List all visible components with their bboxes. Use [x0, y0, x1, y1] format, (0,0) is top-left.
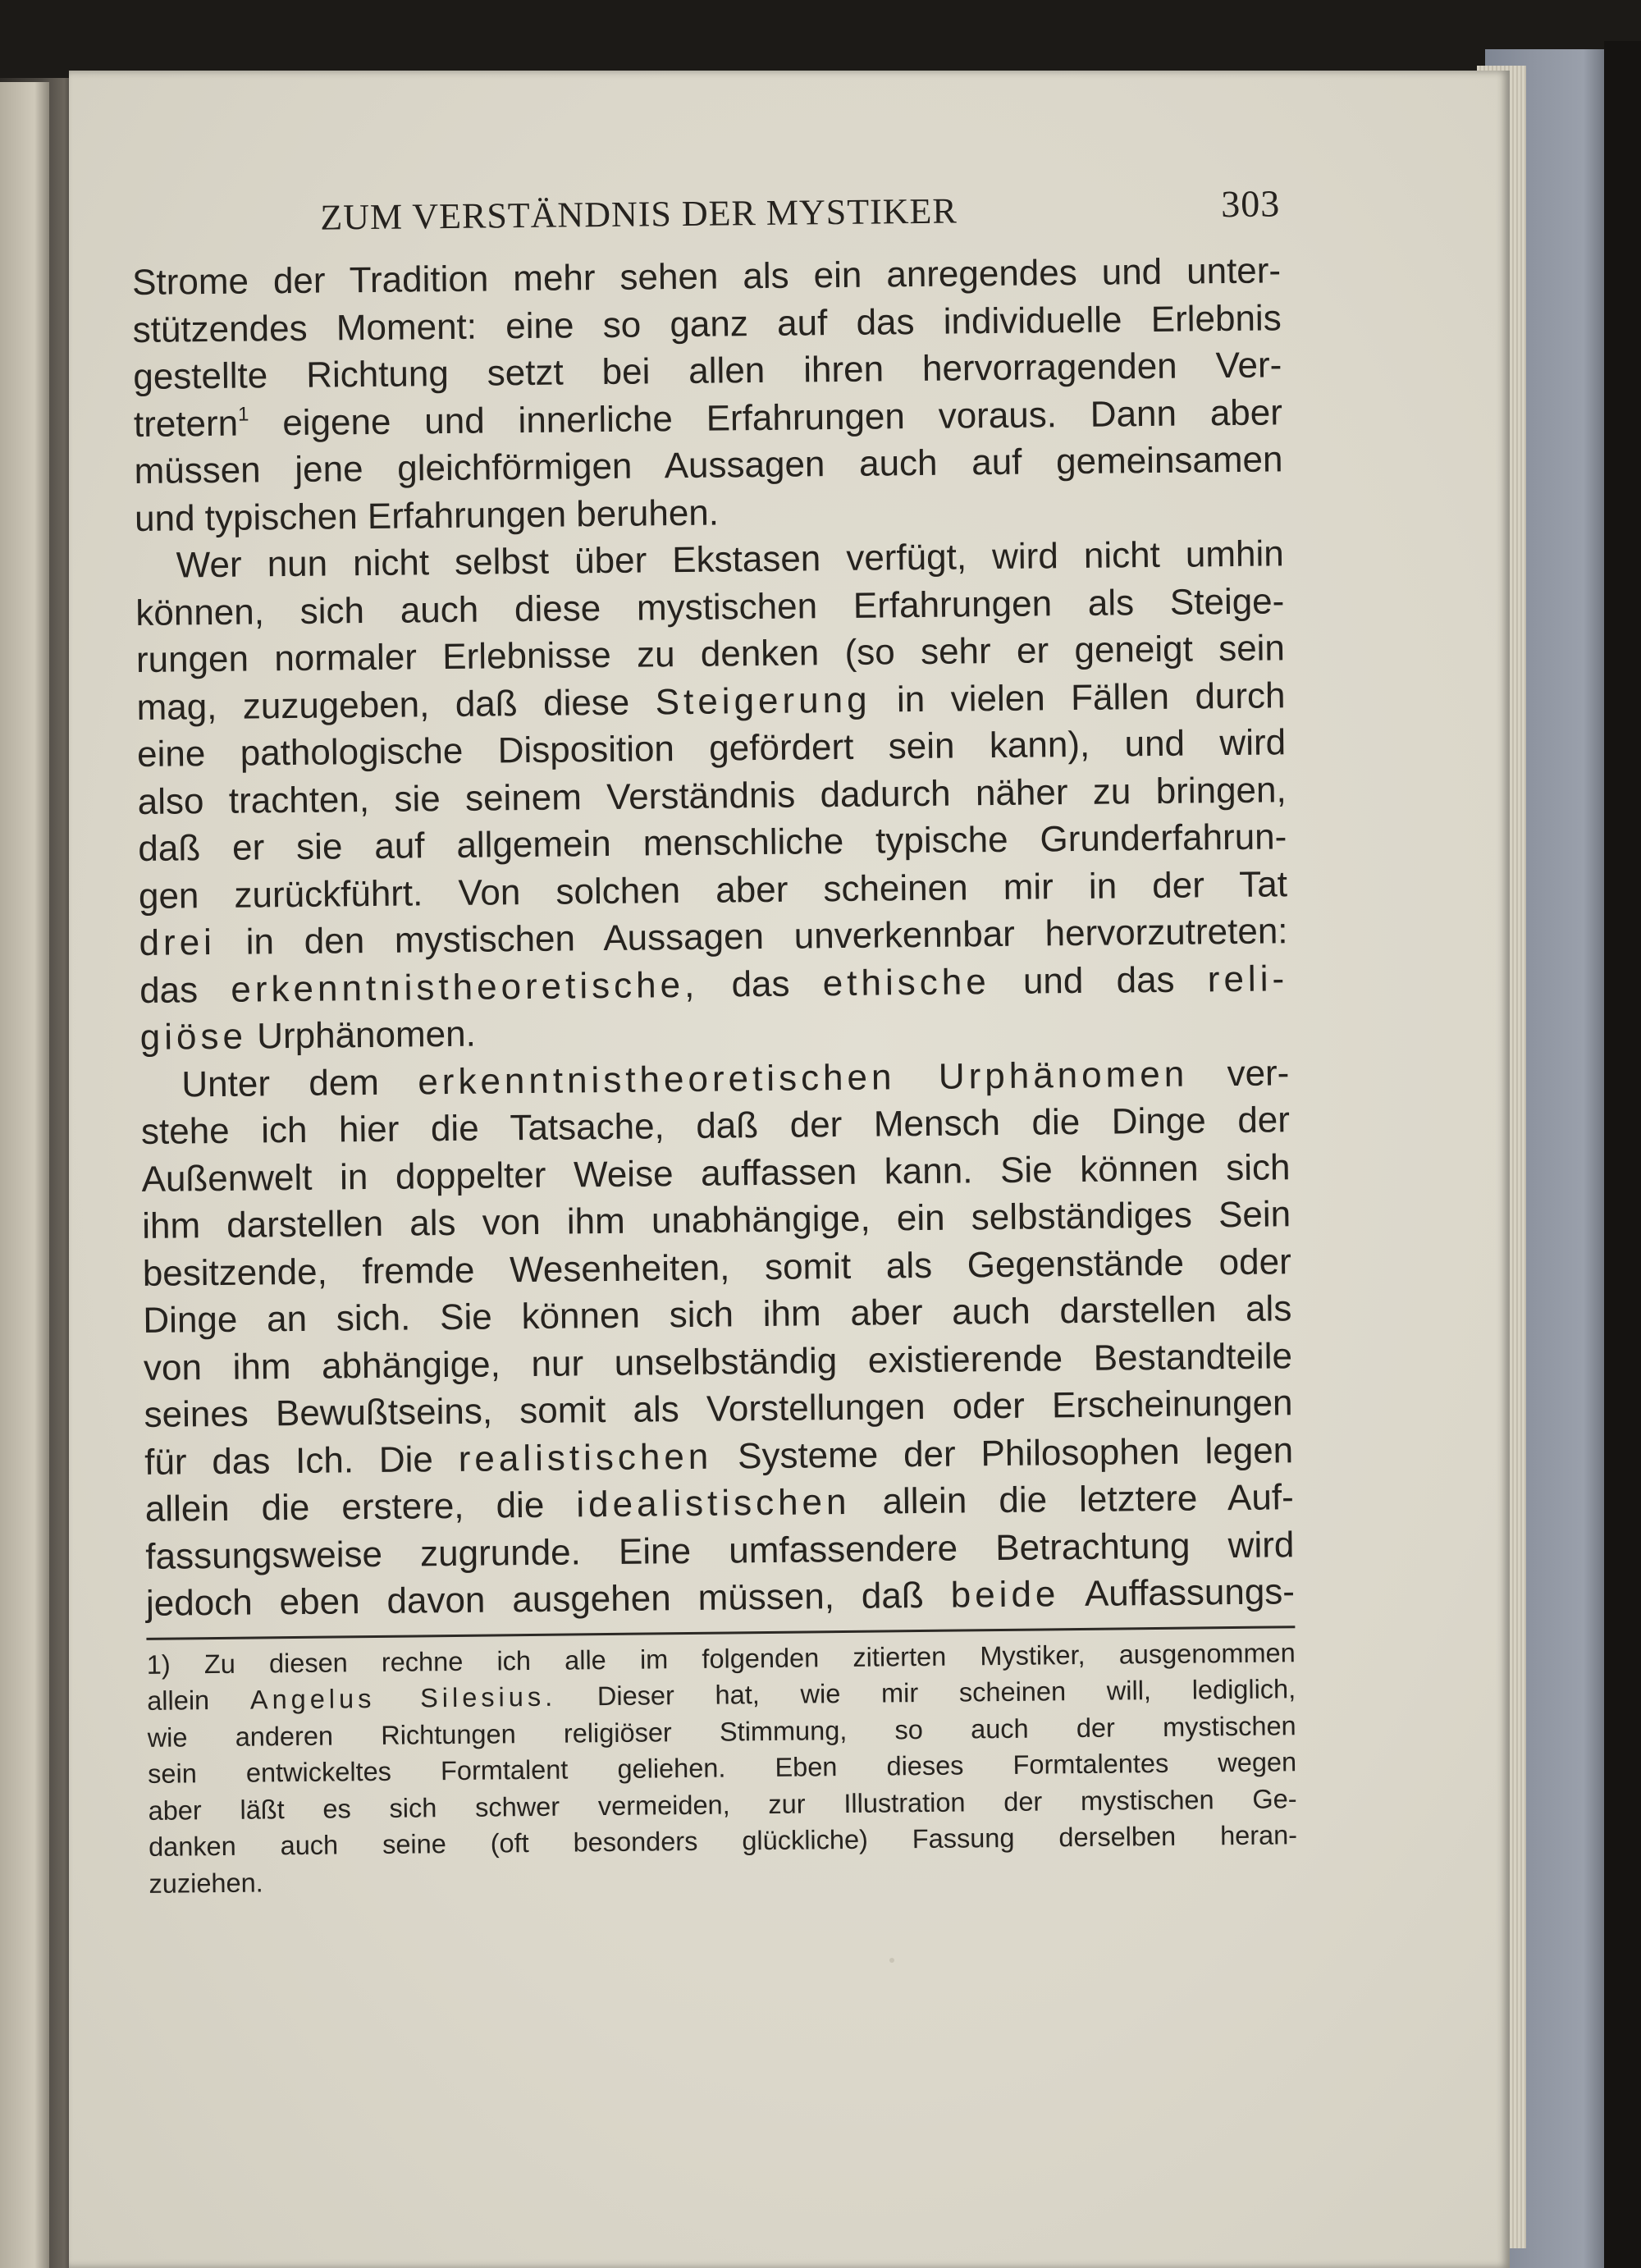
emphasis: erkenntnistheoretische, [231, 964, 699, 1010]
text-line: gen zurückführt. Von solchen aber scheinen mir in der Tat [138, 863, 1288, 917]
footnote-line: sein entwickeltes Formtalent geliehen. Eben dieses Formtalentes wegen [147, 1747, 1297, 1789]
emphasis: realistischen [458, 1436, 713, 1479]
left-page-edge [0, 82, 49, 2268]
text-segment: tretern [133, 403, 239, 445]
text-line: Außenwelt in doppelter Weise auffassen kann. Sie können sich [141, 1146, 1291, 1200]
text-line: ihm darstellen als von ihm unabhängige, ein selbständiges Sein [141, 1194, 1291, 1246]
text-line: daß er sie auf allgemein menschliche typische Grunderfahrun- [138, 816, 1287, 869]
text-segment: allein die erstere, die [144, 1484, 545, 1530]
footnote-line: aber läßt es sich schwer vermeiden, zur Illustration der mystischen Ge- [148, 1783, 1297, 1826]
emphasis: drei [139, 921, 217, 963]
emphasis: giöse [139, 1016, 248, 1058]
text-segment: Unter dem [181, 1062, 380, 1104]
right-cover-edge [1604, 41, 1641, 2268]
text-segment: das [139, 969, 199, 1011]
emphasis: beide [950, 1574, 1060, 1616]
emphasis: Angelus Silesius. [249, 1681, 557, 1715]
text-segment: eigene und innerliche Erfahrungen voraus. Dann aber [282, 391, 1283, 443]
footnote-line: danken auch seine (oft besonders glückliche) Fassung derselben heran- [148, 1820, 1298, 1862]
running-title: ZUM VERSTÄNDNIS DER MYSTIKER [320, 190, 958, 238]
text-line: also trachten, sie seinem Verständnis dadurch näher zu bringen, [137, 769, 1287, 822]
text-segment: allein die letztere Auf- [882, 1477, 1294, 1522]
text-line: stehe ich hier die Tatsache, daß der Mensch die Dinge der [140, 1100, 1291, 1152]
text-line: rungen normaler Erlebnisse zu denken (so sehr er geneigt sein [135, 628, 1286, 680]
emphasis: ethische [822, 961, 990, 1004]
text-line: seines Bewußtseins, somit als Vorstellungen oder Erscheinungen [144, 1383, 1293, 1435]
emphasis: Steigerung [655, 679, 871, 722]
text-segment: für das Ich. Die [144, 1438, 434, 1483]
text-segment: das [731, 963, 790, 1004]
footnote [147, 1635, 1298, 1902]
text-segment: Dieser hat, wie mir scheinen will, lediglich, [597, 1674, 1296, 1712]
text-segment: und das [1022, 959, 1175, 1002]
text-segment: mag, zuzugeben, daß diese [136, 682, 630, 728]
paragraph-3 [140, 1049, 1295, 1628]
text-line: müssen jene gleichförmigen Aussagen auch auf gemeinsamen [134, 439, 1283, 492]
text-segment: Systeme der Philosophen legen [737, 1429, 1294, 1476]
body-text [132, 247, 1295, 1627]
running-head [131, 181, 1281, 251]
text-line: besitzende, fremde Wesenheiten, somit als Gegenstände oder [142, 1241, 1291, 1294]
text-segment: in den mystischen Aussagen unverkennbar hervorzutreten: [245, 911, 1288, 963]
text-line: stützendes Moment: eine so ganz auf das individuelle Erlebnis [132, 297, 1282, 350]
text-segment: allein [147, 1685, 210, 1716]
footnote-marker: 1) [146, 1649, 171, 1680]
text-line: gestellte Richtung setzt bei allen ihren hervorragenden Ver- [133, 345, 1282, 397]
text-line: Strome der Tradition mehr sehen als ein anregendes und unter- [131, 250, 1282, 303]
paragraph-2 [135, 530, 1289, 1061]
text-line: Dinge an sich. Sie können sich ihm aber auch darstellen als [143, 1288, 1292, 1341]
footnote-reference: 1 [237, 403, 249, 426]
text-line: eine pathologische Disposition gefördert sein kann), und wird [136, 722, 1287, 775]
page-number: 303 [1220, 182, 1281, 226]
text-line: fassungsweise zugrunde. Eine umfassendere Betrachtung wird [145, 1524, 1295, 1577]
text-segment: jedoch eben davon ausgehen müssen, daß [145, 1575, 924, 1624]
paragraph-1 [132, 247, 1284, 542]
page-content [131, 181, 1298, 1902]
text-segment: Urphänomen. [256, 1013, 477, 1057]
emphasis: reli- [1207, 958, 1289, 999]
text-segment: Auffassungs- [1084, 1571, 1296, 1614]
text-segment: in vielen Fällen durch [896, 674, 1286, 720]
text-line: können, sich auch diese mystischen Erfahrungen als Steige- [135, 580, 1285, 633]
footnote-line: wie anderen Richtungen religiöser Stimmung, so auch der mystischen [147, 1710, 1296, 1753]
emphasis: erkenntnistheoretischen Urphänomen [418, 1054, 1189, 1102]
text-segment: ver- [1227, 1052, 1290, 1094]
paper-spot [889, 1958, 894, 1963]
book-page [69, 71, 1510, 2268]
text-line: und typischen Erfahrungen beruhen. [134, 492, 720, 539]
text-segment: Zu diesen rechne ich alle im folgenden zitierten Mystiker, ausgenommen [203, 1637, 1296, 1679]
emphasis: idealistischen [576, 1481, 851, 1525]
text-line: Wer nun nicht selbst über Ekstasen verfügt, wird nicht umhin [176, 533, 1284, 586]
footnote-line: zuziehen. [149, 1867, 263, 1899]
text-line: von ihm abhängige, nur unselbständig existierende Bestandteile [143, 1335, 1293, 1388]
